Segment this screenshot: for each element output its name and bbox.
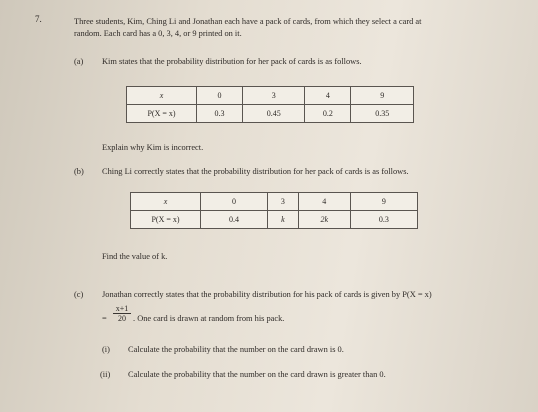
part-a-instruction: Explain why Kim is incorrect. (102, 143, 204, 152)
table-cell: 0.3 (350, 211, 417, 229)
table-cell: 0.2 (305, 105, 351, 123)
part-c-sub-i-label: (i) (102, 345, 110, 354)
table-cell: 0 (201, 193, 268, 211)
part-c-sub-i-text: Calculate the probability that the number on the card drawn is 0. (128, 345, 344, 354)
part-c-fraction (113, 304, 131, 324)
table-cell: 0.45 (242, 105, 305, 123)
table-cell: 9 (351, 87, 414, 105)
part-b-label: (b) (74, 167, 84, 176)
part-a-distribution-table (126, 86, 414, 123)
table-cell: 0.3 (197, 105, 243, 123)
table-cell: 4 (298, 193, 350, 211)
table-header-x: x (131, 193, 201, 211)
table-header-p: P(X = x) (131, 211, 201, 229)
fraction-numerator: x+1 (113, 304, 131, 314)
part-b-statement: Ching Li correctly states that the probability distribution for her pack of cards is as follows. (102, 167, 409, 176)
fraction-denominator: 20 (118, 314, 126, 323)
part-c-label: (c) (74, 290, 84, 299)
table-cell: 0 (197, 87, 243, 105)
table-row (127, 105, 414, 123)
part-c-sub-ii-text: Calculate the probability that the number on the card drawn is greater than 0. (128, 370, 386, 379)
part-c-sub-ii-label: (ii) (100, 370, 111, 379)
table-cell: 0.4 (201, 211, 268, 229)
part-b-instruction: Find the value of k. (102, 252, 168, 261)
part-c-statement-line1: Jonathan correctly states that the probability distribution for his pack of cards is given by P(X = x) (102, 290, 432, 299)
table-row (131, 211, 418, 229)
table-header-x: x (127, 87, 197, 105)
table-cell: 3 (268, 193, 299, 211)
table-cell: 2k (298, 211, 350, 229)
table-row (127, 87, 414, 105)
table-cell: k (268, 211, 299, 229)
part-a-statement: Kim states that the probability distribution for her pack of cards is as follows. (102, 57, 362, 66)
question-intro-line2: random. Each card has a 0, 3, 4, or 9 printed on it. (74, 29, 242, 38)
question-intro-line1: Three students, Kim, Ching Li and Jonathan each have a pack of cards, from which they select a card at (74, 17, 422, 26)
part-a-label: (a) (74, 57, 84, 66)
part-c-equals-sign: = (102, 314, 107, 323)
question-number: 7. (35, 14, 42, 24)
table-cell: 4 (305, 87, 351, 105)
table-header-p: P(X = x) (127, 105, 197, 123)
table-cell: 3 (242, 87, 305, 105)
table-cell: 0.35 (351, 105, 414, 123)
part-c-statement-line2: . One card is drawn at random from his pack. (133, 314, 285, 323)
table-row (131, 193, 418, 211)
part-b-distribution-table (130, 192, 418, 229)
table-cell: 9 (350, 193, 417, 211)
